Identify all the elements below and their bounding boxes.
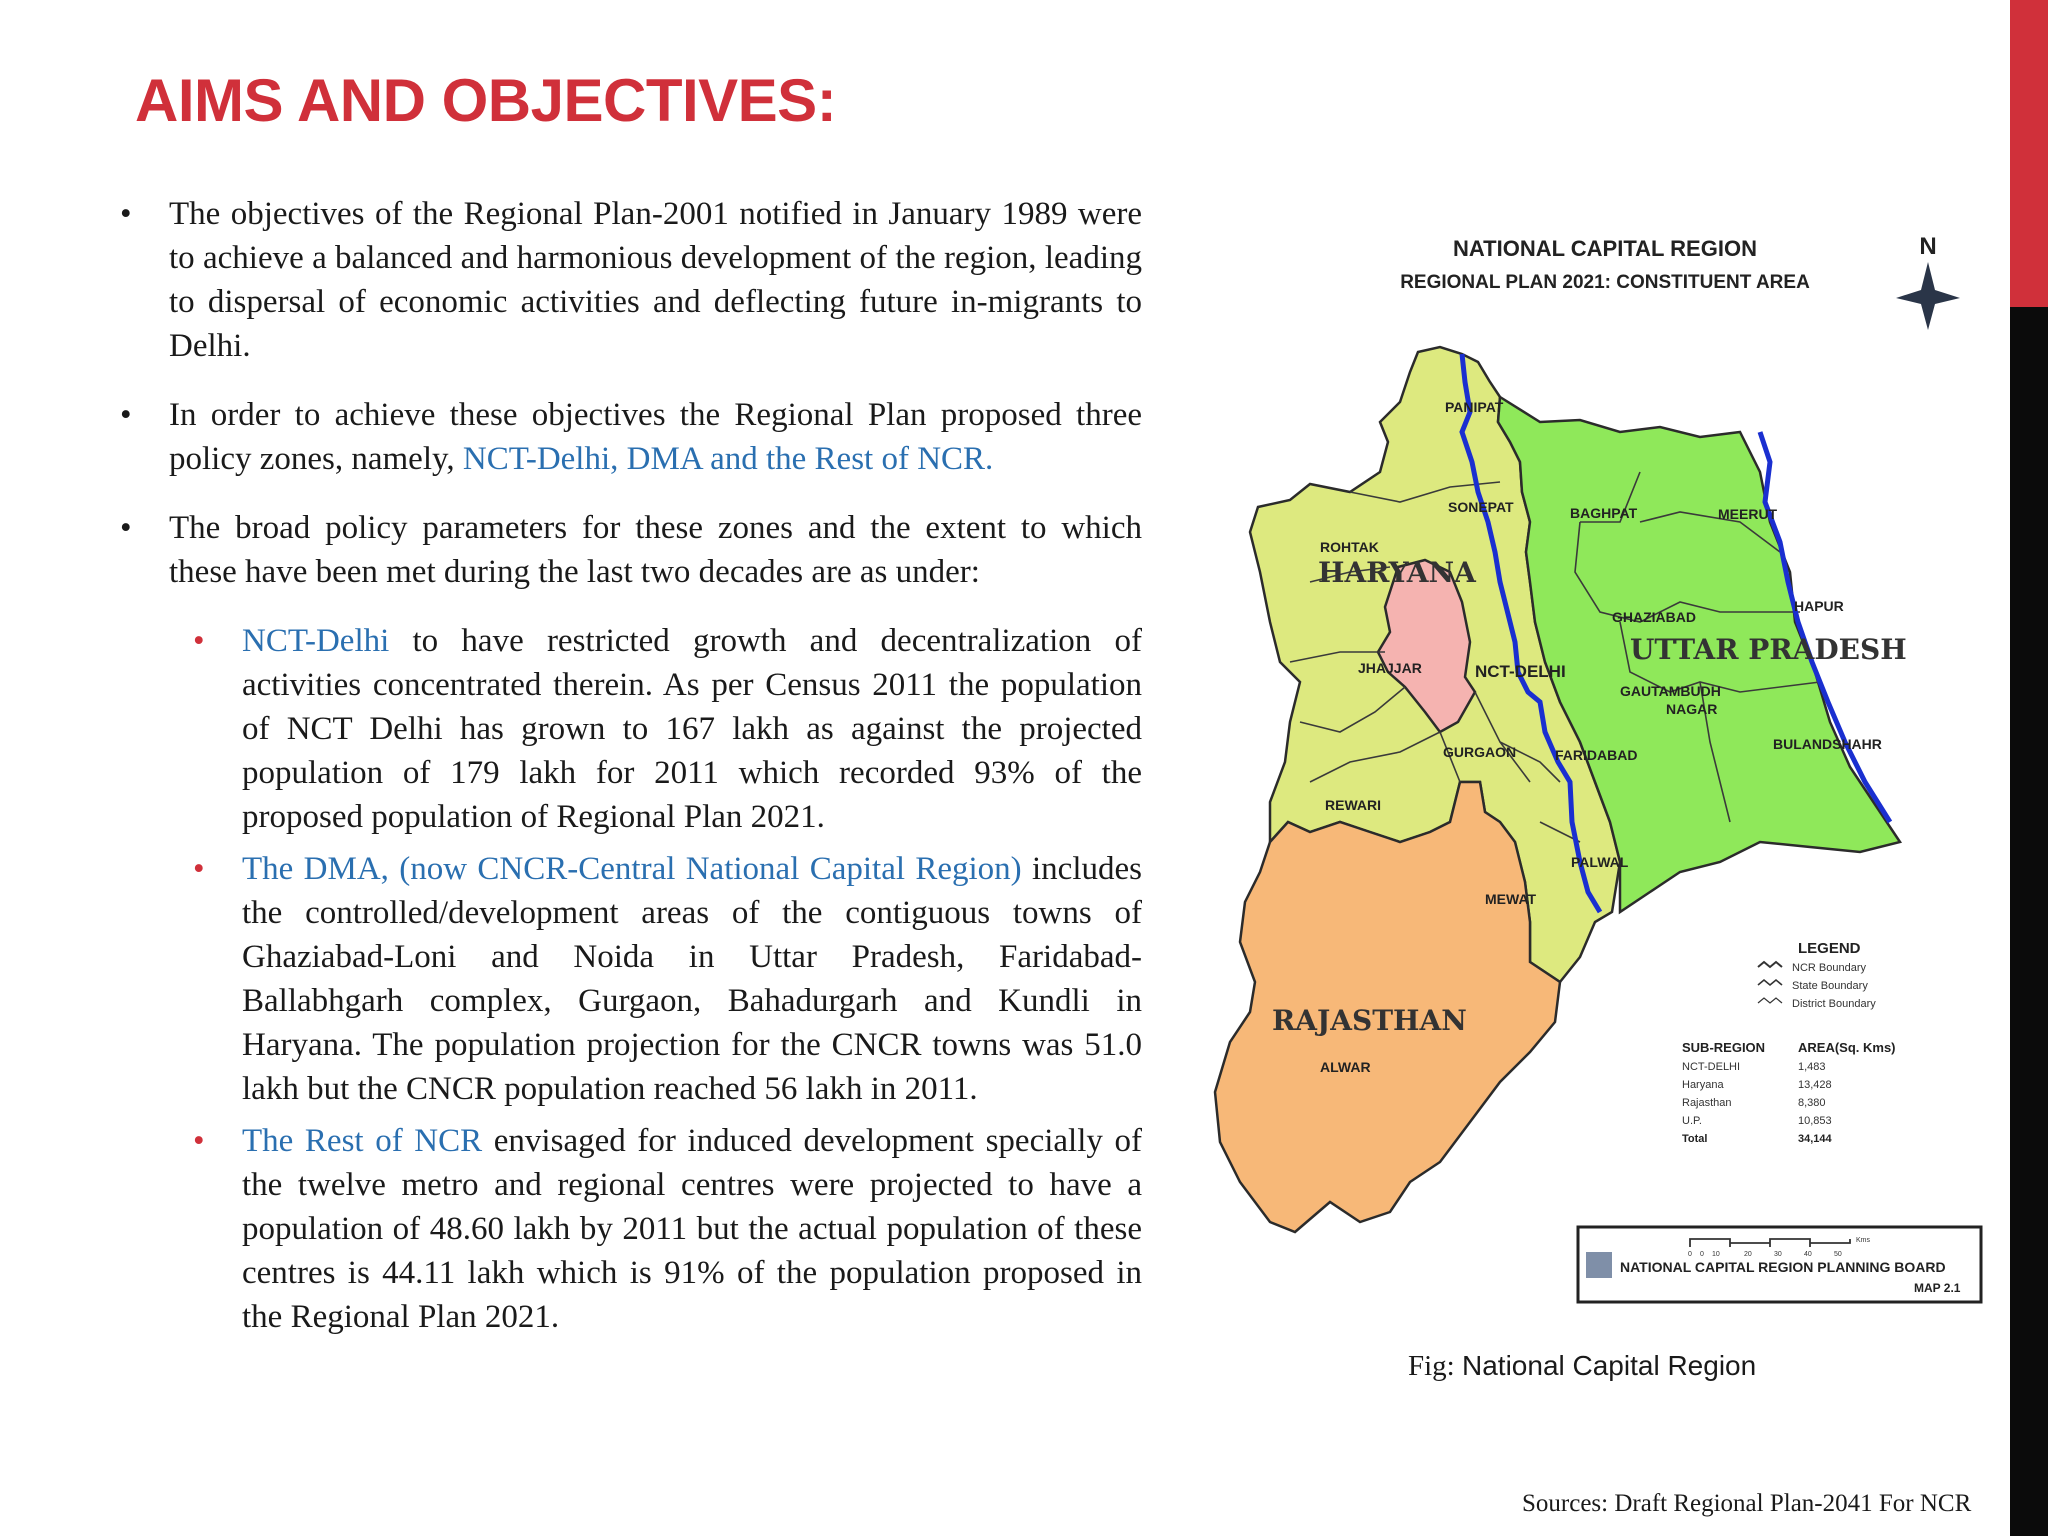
table-row-name: U.P. <box>1682 1115 1702 1127</box>
bullet-marker: • <box>120 196 132 232</box>
bullet-marker: • <box>120 397 132 433</box>
map-title-line1: NATIONAL CAPITAL REGION <box>1453 236 1757 261</box>
legend-title: LEGEND <box>1798 940 1861 957</box>
scale-tick: 30 <box>1774 1251 1782 1258</box>
scale-tick: 50 <box>1834 1251 1842 1258</box>
label-mewat: MEWAT <box>1485 891 1537 907</box>
label-alwar: ALWAR <box>1320 1059 1371 1075</box>
policy-zones-highlight: NCT-Delhi, DMA and the Rest of NCR. <box>462 441 994 477</box>
table-header-subregion: SUB-REGION <box>1682 1040 1766 1055</box>
label-gurgaon: GURGAON <box>1443 744 1517 760</box>
map-title-line2: REGIONAL PLAN 2021: CONSTITUENT AREA <box>1400 272 1810 293</box>
label-bulandshahr: BULANDSHAHR <box>1773 736 1882 752</box>
nct-delhi-highlight: NCT-Delhi <box>242 623 390 659</box>
bullet-policy-parameters <box>120 506 1142 594</box>
north-arrow-icon <box>1896 233 1960 330</box>
sub-bullet-nct-delhi <box>120 619 1142 839</box>
sub-bullet-text: envisaged for induced development specially of the twelve metro and regional centres were projected to have a population of 48.60 lakh by 2011 but the actual population of these centres is 44.11 lakh which is 91% of the population proposed in the Regional Plan 2021. <box>242 1123 1142 1335</box>
scale-tick: 0 <box>1700 1251 1704 1258</box>
label-jhajjar: JHAJJAR <box>1358 660 1422 676</box>
scale-tick: 0 <box>1688 1251 1692 1258</box>
table-row-name: NCT-DELHI <box>1682 1061 1741 1073</box>
sub-bullet-text: includes the controlled/development areas of the contiguous towns of Ghaziabad-Loni and Noida in Uttar Pradesh, Faridabad-Ballabhgarh complex, Gurgaon, Bahadurgarh and Kundli in Haryana. The population projection for the CNCR towns was 51.0 lakh but the CNCR population reached 56 lakh in 2011. <box>242 851 1142 1107</box>
label-nagar: NAGAR <box>1666 701 1718 717</box>
label-rewari: REWARI <box>1325 797 1381 813</box>
scale-tick: 40 <box>1804 1251 1812 1258</box>
bullet-text: The broad policy parameters for these zones and the extent to which these have been met during the last two decades are as under: <box>169 510 1142 590</box>
scale-tick: 20 <box>1744 1251 1752 1258</box>
north-label: N <box>1919 233 1937 260</box>
area-table <box>1682 1040 1896 1145</box>
figure-caption <box>1408 1350 1756 1383</box>
caption-name: National Capital Region <box>1462 1350 1757 1381</box>
ncr-map-svg <box>1200 222 2000 1312</box>
bullet-policy-zones <box>120 393 1142 481</box>
legend-ncr-boundary: NCR Boundary <box>1792 962 1866 974</box>
planning-board-box <box>1578 1227 1981 1302</box>
sub-bullet-marker: • <box>193 851 205 887</box>
table-row-name: Rajasthan <box>1682 1097 1732 1109</box>
label-hapur: HAPUR <box>1794 598 1844 614</box>
dma-highlight: The DMA, (now CNCR-Central National Capital Region) <box>242 851 1022 887</box>
slide-title: AIMS AND OBJECTIVES: <box>135 67 837 134</box>
label-haryana: HARYANA <box>1318 556 1476 589</box>
table-row-name: Total <box>1682 1133 1708 1145</box>
sub-bullet-rest-of-ncr <box>120 1119 1142 1339</box>
planning-board-logo-icon <box>1586 1252 1612 1278</box>
caption-prefix: Fig: <box>1408 1350 1462 1382</box>
sub-bullet-text: to have restricted growth and decentralization of activities concentrated therein. As per Census 2011 the population of NCT Delhi has grown to 167 lakh as against the projected population of 179 lakh for 2011 which recorded 93% of the proposed population of Regional Plan 2021. <box>242 623 1142 835</box>
sub-bullet-marker: • <box>193 623 205 659</box>
label-faridabad: FARIDABAD <box>1555 747 1638 763</box>
accent-bar-red <box>2010 0 2048 307</box>
label-baghpat: BAGHPAT <box>1570 505 1638 521</box>
table-row-value: 13,428 <box>1798 1079 1832 1091</box>
rest-of-ncr-highlight: The Rest of NCR <box>242 1123 483 1159</box>
sources-note: Sources: Draft Regional Plan-2041 For NCR <box>1522 1490 1972 1517</box>
table-row-value: 10,853 <box>1798 1115 1832 1127</box>
scale-unit: Kms <box>1856 1237 1870 1244</box>
table-row-value: 8,380 <box>1798 1097 1826 1109</box>
slide-body <box>120 192 1142 1347</box>
sub-bullet-dma <box>120 847 1142 1111</box>
label-rohtak: ROHTAK <box>1320 539 1379 555</box>
label-ghaziabad: GHAZIABAD <box>1612 609 1696 625</box>
table-row-value: 1,483 <box>1798 1061 1826 1073</box>
label-rajasthan: RAJASTHAN <box>1272 1004 1467 1037</box>
label-palwal: PALWAL <box>1571 854 1629 870</box>
bullet-text: In order to achieve these objectives the Regional Plan proposed three policy zones, namely, <box>169 397 1142 477</box>
label-uttar-pradesh: UTTAR PRADESH <box>1630 633 1907 666</box>
table-row-name: Haryana <box>1682 1079 1724 1091</box>
sub-bullet-marker: • <box>193 1123 205 1159</box>
label-sonepat: SONEPAT <box>1448 499 1514 515</box>
label-panipat: PANIPAT <box>1445 399 1504 415</box>
accent-bar-black <box>2010 307 2048 1536</box>
bullet-text: The objectives of the Regional Plan-2001 notified in January 1989 were to achieve a balanced and harmonious development of the region, leading to dispersal of economic activities and deflecting future in-migrants to Delhi. <box>169 196 1142 364</box>
table-row-value: 34,144 <box>1798 1133 1832 1145</box>
bullet-marker: • <box>120 510 132 546</box>
ncr-map <box>1200 222 2000 1312</box>
label-nct-delhi: NCT-DELHI <box>1475 662 1566 681</box>
planning-board-name: NATIONAL CAPITAL REGION PLANNING BOARD <box>1620 1259 1946 1275</box>
legend-state-boundary: State Boundary <box>1792 980 1868 992</box>
scale-tick: 10 <box>1712 1251 1720 1258</box>
label-gautambudh: GAUTAMBUDH <box>1620 683 1721 699</box>
label-meerut: MEERUT <box>1718 506 1778 522</box>
table-header-area: AREA(Sq. Kms) <box>1798 1040 1896 1055</box>
bullet-objectives <box>120 192 1142 368</box>
legend-district-boundary: District Boundary <box>1792 998 1876 1010</box>
map-number: MAP 2.1 <box>1914 1281 1961 1295</box>
map-legend <box>1758 940 1876 1010</box>
